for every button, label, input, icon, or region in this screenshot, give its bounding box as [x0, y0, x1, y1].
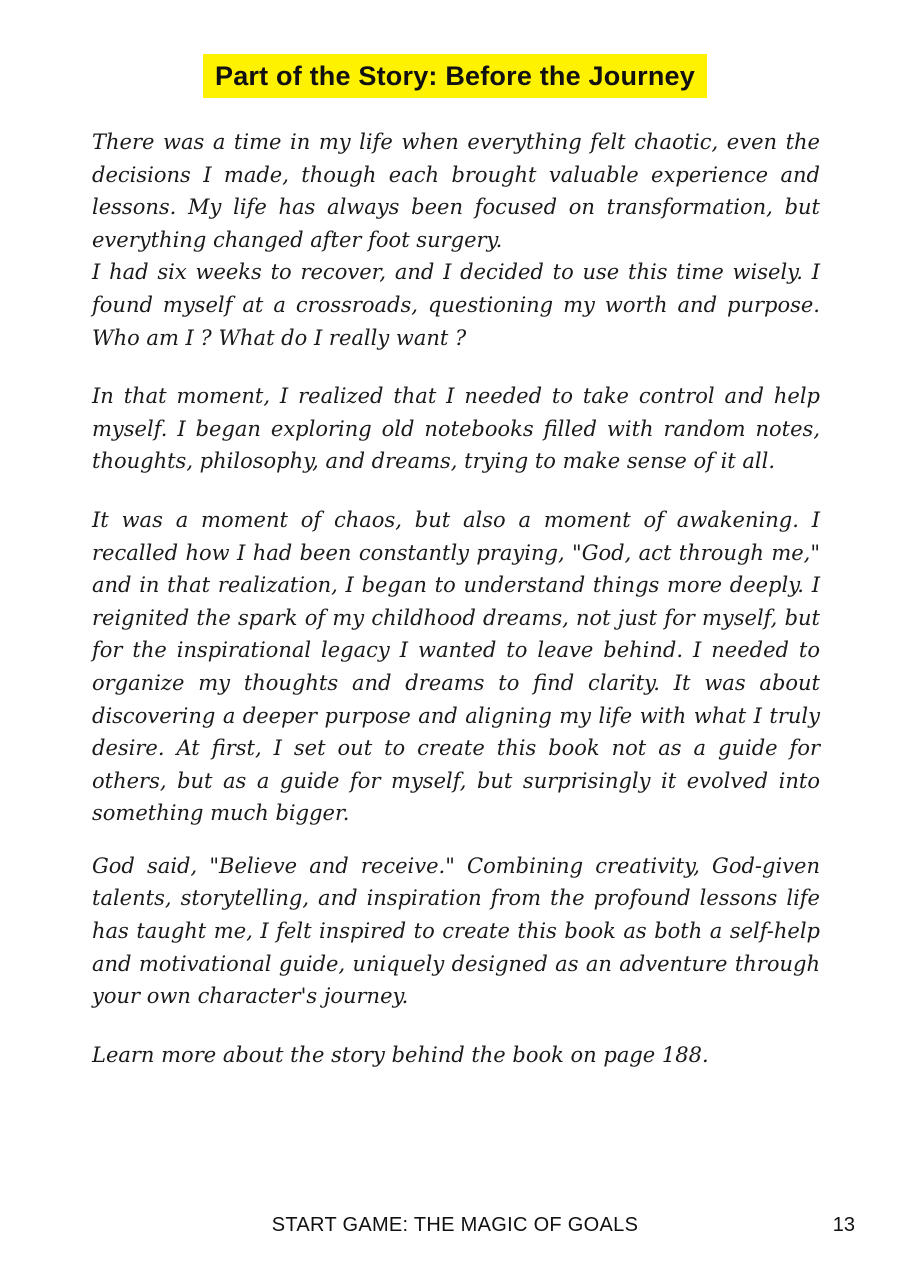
paragraph-recovery: I had six weeks to recover, and I decided to use this time wisely. I found myself at a crossroads, questioning my worth and purpose. Who am I ? What do I really want ? [92, 260, 820, 350]
page-number: 13 [832, 1214, 855, 1236]
paragraph-believe: God said, "Believe and receive." Combining creativity, God-given talents, storytelling, and inspiration from the profound lessons life has taught me, I felt inspired to create this book as both a self-help and motivational guide, uniquely designed as an adventure through your own character's journey. [92, 853, 820, 1009]
paragraph-moment: In that moment, I realized that I needed to take control and help myself. I began exploring old notebooks filled with random notes, thoughts, philosophy, and dreams, trying to make sense of it all. [92, 384, 820, 474]
page-title: Part of the Story: Before the Journey [203, 54, 707, 98]
footer-book-title: START GAME: THE MAGIC OF GOALS [271, 1214, 639, 1236]
paragraph-learn-more: Learn more about the story behind the book on page 188. [92, 1042, 709, 1067]
handwritten-body [92, 126, 820, 1071]
paragraph-awakening: It was a moment of chaos, but also a moment of awakening. I recalled how I had been constantly praying, "God, act through me," and in that realization, I began to understand things more deeply. I reignited the spark of my childhood dreams, not just for myself, but for the inspirational legacy I wanted to leave behind. I needed to organize my thoughts and dreams to find clarity. It was about discovering a deeper purpose and aligning my life with what I truly desire. At first, I set out to create this book not as a guide for others, but as a guide for myself, but surprisingly it evolved into something much bigger. [92, 507, 820, 826]
paragraph-intro: There was a time in my life when everything felt chaotic, even the decisions I made, though each brought valuable experience and lessons. My life has always been focused on transformation, but everything changed after foot surgery. [92, 130, 820, 252]
title-container [0, 54, 910, 98]
